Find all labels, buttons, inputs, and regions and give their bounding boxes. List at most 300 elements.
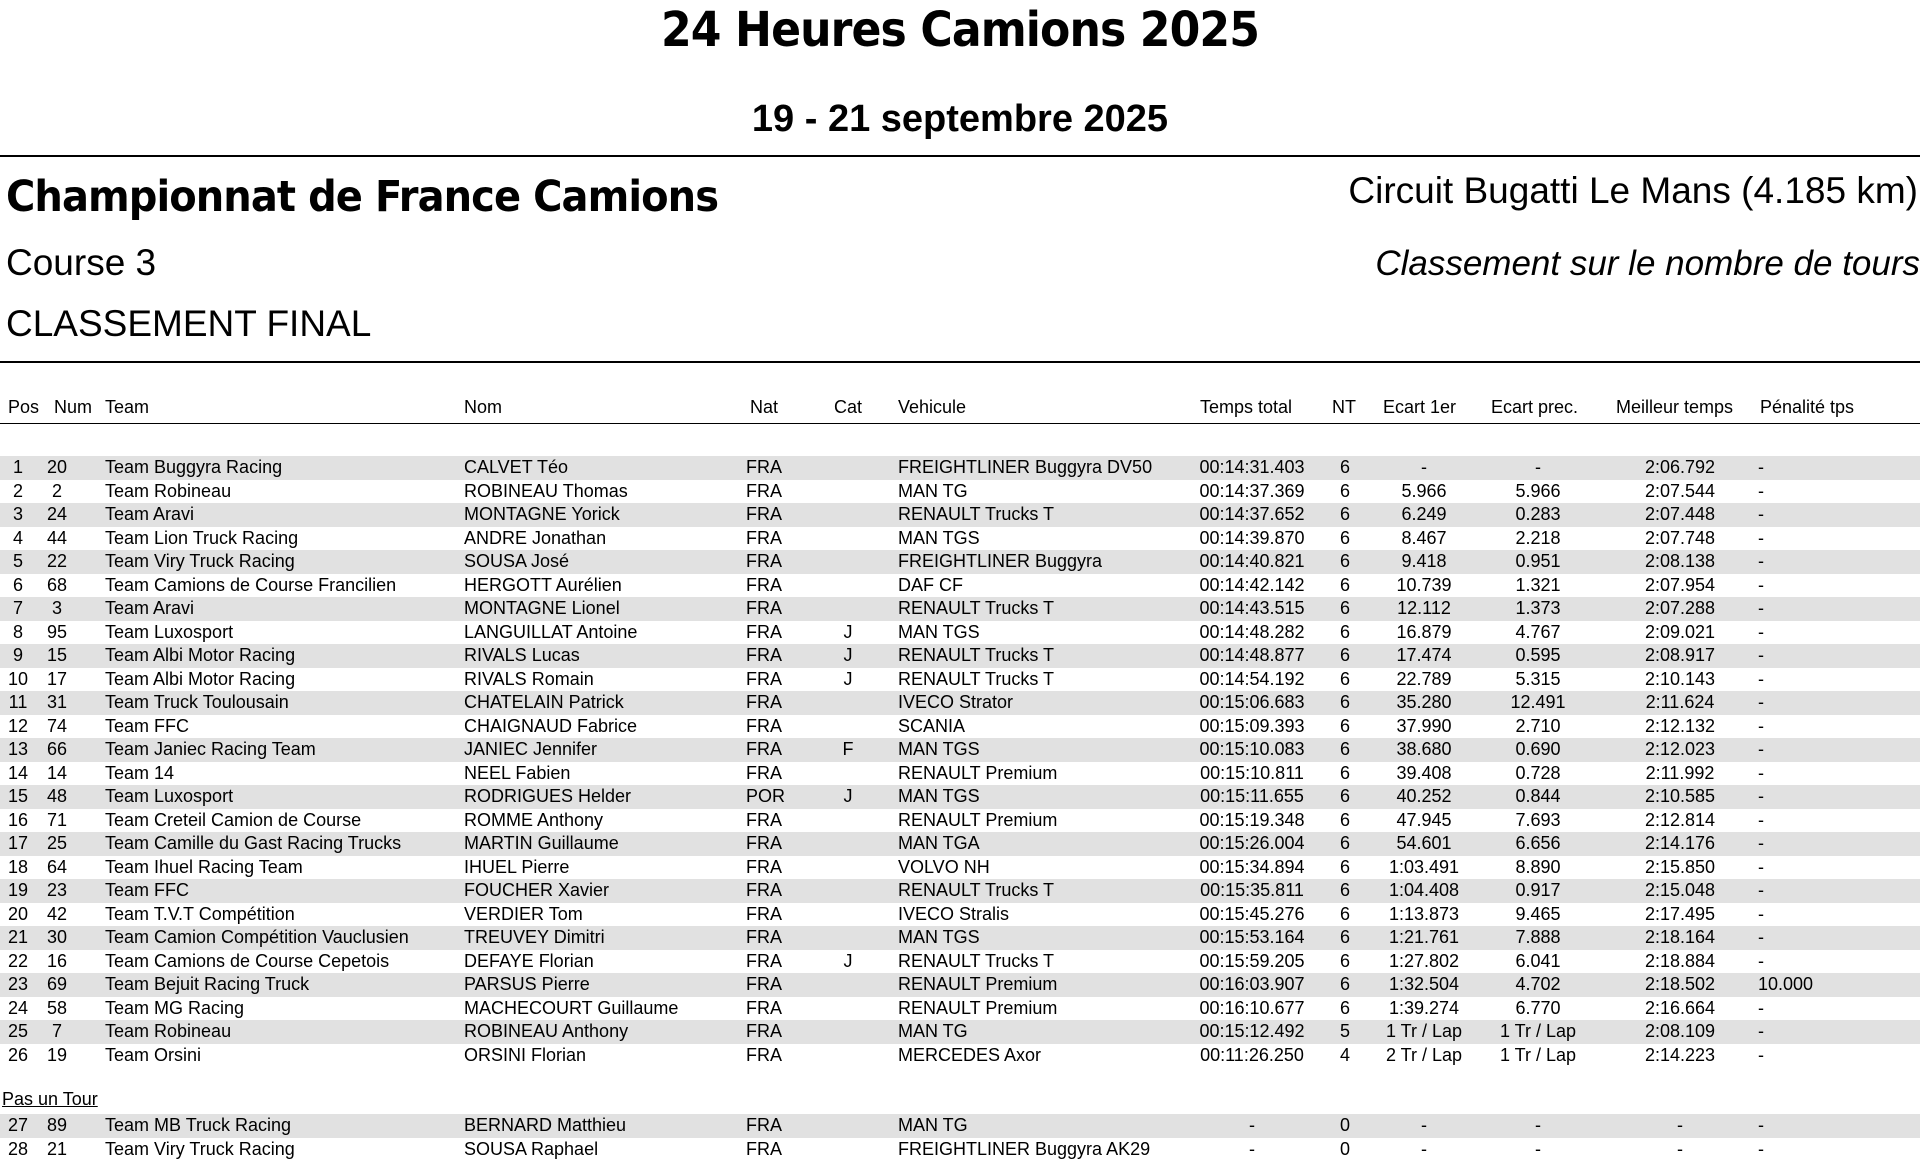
cell-team: Team Janiec Racing Team	[105, 738, 316, 762]
cell-num: 22	[40, 550, 74, 574]
cell-meilleur-temps: 2:11.992	[1600, 762, 1760, 786]
cell-penalite: -	[1758, 762, 1764, 786]
header-temps-total: Temps total	[1200, 397, 1292, 418]
cell-penalite: -	[1758, 879, 1764, 903]
cell-ecart-prec: -	[1488, 1114, 1588, 1138]
table-row	[0, 456, 1920, 480]
cell-pos: 27	[4, 1114, 32, 1138]
table-row	[0, 926, 1920, 950]
cell-ecart-1er: 38.680	[1374, 738, 1474, 762]
cell-team: Team Bejuit Racing Truck	[105, 973, 309, 997]
cell-nom: ANDRE Jonathan	[464, 527, 606, 551]
cell-vehicule: MERCEDES Axor	[898, 1044, 1041, 1068]
cell-vehicule: RENAULT Premium	[898, 809, 1057, 833]
cell-pos: 14	[4, 762, 32, 786]
cell-penalite: -	[1758, 574, 1764, 598]
cell-penalite: -	[1758, 926, 1764, 950]
header-nt: NT	[1332, 397, 1356, 418]
cell-meilleur-temps: 2:17.495	[1600, 903, 1760, 927]
cell-meilleur-temps: 2:08.138	[1600, 550, 1760, 574]
circuit-name: Circuit Bugatti Le Mans (4.185 km)	[1348, 170, 1918, 212]
cell-penalite: -	[1758, 503, 1764, 527]
cell-nt: 6	[1328, 715, 1362, 739]
cell-ecart-1er: -	[1374, 1138, 1474, 1161]
cell-nom: ROBINEAU Anthony	[464, 1020, 628, 1044]
cell-ecart-1er: 1:13.873	[1374, 903, 1474, 927]
cell-temps-total: 00:14:40.821	[1190, 550, 1314, 574]
table-row	[0, 621, 1920, 645]
cell-meilleur-temps: 2:12.814	[1600, 809, 1760, 833]
cell-team: Team Viry Truck Racing	[105, 550, 295, 574]
cell-team: Team FFC	[105, 715, 189, 739]
cell-nom: HERGOTT Aurélien	[464, 574, 622, 598]
cell-nt: 6	[1328, 832, 1362, 856]
cell-ecart-1er: -	[1374, 456, 1474, 480]
cell-nt: 6	[1328, 574, 1362, 598]
cell-temps-total: 00:15:19.348	[1190, 809, 1314, 833]
cell-nt: 6	[1328, 809, 1362, 833]
cell-penalite: -	[1758, 691, 1764, 715]
cell-nt: 6	[1328, 903, 1362, 927]
event-title: 24 Heures Camions 2025	[77, 2, 1843, 58]
cell-penalite: -	[1758, 997, 1764, 1021]
cell-pos: 13	[4, 738, 32, 762]
cell-team: Team Albi Motor Racing	[105, 644, 295, 668]
cell-num: 68	[40, 574, 74, 598]
cell-ecart-prec: 0.283	[1488, 503, 1588, 527]
cell-nt: 6	[1328, 973, 1362, 997]
cell-pos: 10	[4, 668, 32, 692]
cell-vehicule: MAN TG	[898, 1020, 968, 1044]
cell-nat: FRA	[746, 597, 782, 621]
cell-pos: 15	[4, 785, 32, 809]
cell-ecart-1er: 1:03.491	[1374, 856, 1474, 880]
cell-nat: FRA	[746, 856, 782, 880]
table-row	[0, 762, 1920, 786]
table-row	[0, 879, 1920, 903]
cell-nat: FRA	[746, 879, 782, 903]
cell-num: 74	[40, 715, 74, 739]
cell-temps-total: 00:14:37.369	[1190, 480, 1314, 504]
cell-num: 16	[40, 950, 74, 974]
cell-ecart-prec: 1.321	[1488, 574, 1588, 598]
cell-ecart-prec: 1.373	[1488, 597, 1588, 621]
cell-num: 15	[40, 644, 74, 668]
table-row	[0, 738, 1920, 762]
cell-penalite: -	[1758, 550, 1764, 574]
cell-nat: FRA	[746, 574, 782, 598]
table-row	[0, 644, 1920, 668]
cell-num: 24	[40, 503, 74, 527]
cell-ecart-1er: 9.418	[1374, 550, 1474, 574]
cell-team: Team Camion Compétition Vauclusien	[105, 926, 409, 950]
cell-meilleur-temps: 2:12.023	[1600, 738, 1760, 762]
cell-meilleur-temps: 2:15.850	[1600, 856, 1760, 880]
cell-nt: 6	[1328, 738, 1362, 762]
cell-ecart-1er: 40.252	[1374, 785, 1474, 809]
cell-team: Team Camille du Gast Racing Trucks	[105, 832, 401, 856]
cell-nt: 6	[1328, 785, 1362, 809]
cell-nom: RIVALS Romain	[464, 668, 594, 692]
cell-team: Team T.V.T Compétition	[105, 903, 295, 927]
cell-ecart-1er: 1:21.761	[1374, 926, 1474, 950]
cell-nom: CHAIGNAUD Fabrice	[464, 715, 637, 739]
header-pos: Pos	[8, 397, 39, 418]
cell-penalite: -	[1758, 456, 1764, 480]
cell-pos: 24	[4, 997, 32, 1021]
cell-meilleur-temps: 2:14.223	[1600, 1044, 1760, 1068]
cell-temps-total: 00:16:03.907	[1190, 973, 1314, 997]
cell-vehicule: MAN TGS	[898, 621, 980, 645]
cell-penalite: -	[1758, 480, 1764, 504]
results-table	[0, 456, 1920, 1067]
cell-nt: 6	[1328, 997, 1362, 1021]
header-ecart-1er: Ecart 1er	[1383, 397, 1456, 418]
cell-vehicule: RENAULT Premium	[898, 973, 1057, 997]
header-cat: Cat	[834, 397, 862, 418]
cell-team: Team Camions de Course Cepetois	[105, 950, 389, 974]
cell-team: Team Aravi	[105, 503, 194, 527]
cell-nom: MONTAGNE Yorick	[464, 503, 620, 527]
cell-ecart-1er: 12.112	[1374, 597, 1474, 621]
cell-pos: 6	[4, 574, 32, 598]
cell-temps-total: 00:14:31.403	[1190, 456, 1314, 480]
cell-team: Team Buggyra Racing	[105, 456, 282, 480]
table-row	[0, 574, 1920, 598]
cell-ecart-1er: 1:32.504	[1374, 973, 1474, 997]
cell-ecart-prec: 1 Tr / Lap	[1488, 1020, 1588, 1044]
cell-temps-total: 00:14:43.515	[1190, 597, 1314, 621]
classement-type: Classement sur le nombre de tours	[1375, 244, 1920, 284]
cell-meilleur-temps: 2:08.109	[1600, 1020, 1760, 1044]
cell-ecart-1er: 39.408	[1374, 762, 1474, 786]
cell-pos: 18	[4, 856, 32, 880]
cell-cat: J	[836, 785, 860, 809]
table-row	[0, 997, 1920, 1021]
cell-nom: VERDIER Tom	[464, 903, 583, 927]
cell-nt: 6	[1328, 480, 1362, 504]
cell-nat: FRA	[746, 1114, 782, 1138]
event-dates: 19 - 21 septembre 2025	[0, 98, 1920, 141]
cell-ecart-1er: 35.280	[1374, 691, 1474, 715]
table-row	[0, 597, 1920, 621]
cell-ecart-prec: 0.690	[1488, 738, 1588, 762]
cell-num: 7	[40, 1020, 74, 1044]
cell-temps-total: 00:15:06.683	[1190, 691, 1314, 715]
cell-vehicule: RENAULT Premium	[898, 762, 1057, 786]
final-label: CLASSEMENT FINAL	[6, 303, 371, 345]
cell-meilleur-temps: 2:07.544	[1600, 480, 1760, 504]
cell-num: 14	[40, 762, 74, 786]
cell-nat: FRA	[746, 973, 782, 997]
cell-cat: J	[836, 950, 860, 974]
cell-penalite: -	[1758, 527, 1764, 551]
cell-nom: SOUSA José	[464, 550, 569, 574]
cell-nat: FRA	[746, 503, 782, 527]
header-ecart-prec: Ecart prec.	[1491, 397, 1578, 418]
cell-team: Team Luxosport	[105, 785, 233, 809]
cell-vehicule: MAN TGS	[898, 926, 980, 950]
cell-penalite: -	[1758, 785, 1764, 809]
cell-pos: 1	[4, 456, 32, 480]
cell-nat: FRA	[746, 621, 782, 645]
table-row	[0, 1044, 1920, 1068]
cell-team: Team Luxosport	[105, 621, 233, 645]
course-label: Course 3	[6, 242, 156, 284]
cell-temps-total: 00:14:48.877	[1190, 644, 1314, 668]
cell-penalite: -	[1758, 809, 1764, 833]
cell-nt: 0	[1328, 1138, 1362, 1161]
table-row	[0, 1138, 1920, 1161]
cell-nom: JANIEC Jennifer	[464, 738, 597, 762]
cell-temps-total: 00:15:12.492	[1190, 1020, 1314, 1044]
cell-nt: 6	[1328, 879, 1362, 903]
cell-ecart-prec: 4.767	[1488, 621, 1588, 645]
cell-num: 66	[40, 738, 74, 762]
cell-num: 89	[40, 1114, 74, 1138]
cell-temps-total: 00:15:11.655	[1190, 785, 1314, 809]
cell-ecart-1er: 54.601	[1374, 832, 1474, 856]
cell-meilleur-temps: 2:15.048	[1600, 879, 1760, 903]
cell-temps-total: 00:15:26.004	[1190, 832, 1314, 856]
cell-pos: 22	[4, 950, 32, 974]
cell-team: Team Robineau	[105, 1020, 231, 1044]
cell-ecart-1er: 6.249	[1374, 503, 1474, 527]
cell-penalite: -	[1758, 1138, 1764, 1161]
cell-num: 71	[40, 809, 74, 833]
cell-meilleur-temps: 2:07.288	[1600, 597, 1760, 621]
cell-temps-total: 00:15:34.894	[1190, 856, 1314, 880]
cell-ecart-prec: 1 Tr / Lap	[1488, 1044, 1588, 1068]
cell-ecart-1er: 1 Tr / Lap	[1374, 1020, 1474, 1044]
top-divider	[0, 155, 1920, 157]
cell-penalite: -	[1758, 856, 1764, 880]
cell-temps-total: 00:14:37.652	[1190, 503, 1314, 527]
championship-title: Championnat de France Camions	[6, 172, 718, 222]
cell-pos: 9	[4, 644, 32, 668]
header-penalite: Pénalité tps	[1760, 397, 1854, 418]
cell-nat: FRA	[746, 480, 782, 504]
cell-team: Team Robineau	[105, 480, 231, 504]
header-num: Num	[54, 397, 92, 418]
cell-nat: FRA	[746, 762, 782, 786]
cell-nt: 6	[1328, 527, 1362, 551]
cell-nat: FRA	[746, 715, 782, 739]
cell-penalite: -	[1758, 903, 1764, 927]
cell-nt: 0	[1328, 1114, 1362, 1138]
cell-nom: MARTIN Guillaume	[464, 832, 619, 856]
cell-pos: 11	[4, 691, 32, 715]
cell-num: 19	[40, 1044, 74, 1068]
cell-cat: J	[836, 621, 860, 645]
cell-ecart-1er: 22.789	[1374, 668, 1474, 692]
table-row	[0, 950, 1920, 974]
cell-meilleur-temps: 2:11.624	[1600, 691, 1760, 715]
header-nom: Nom	[464, 397, 502, 418]
cell-ecart-prec: 0.917	[1488, 879, 1588, 903]
cell-nat: FRA	[746, 903, 782, 927]
cell-ecart-1er: 16.879	[1374, 621, 1474, 645]
cell-team: Team Camions de Course Francilien	[105, 574, 396, 598]
cell-nt: 6	[1328, 550, 1362, 574]
cell-meilleur-temps: 2:07.954	[1600, 574, 1760, 598]
cell-nom: BERNARD Matthieu	[464, 1114, 626, 1138]
cell-num: 3	[40, 597, 74, 621]
cell-nt: 6	[1328, 503, 1362, 527]
cell-nom: ORSINI Florian	[464, 1044, 586, 1068]
cell-temps-total: -	[1190, 1114, 1314, 1138]
cell-team: Team 14	[105, 762, 174, 786]
cell-team: Team MG Racing	[105, 997, 244, 1021]
cell-meilleur-temps: 2:10.143	[1600, 668, 1760, 692]
table-row	[0, 809, 1920, 833]
cell-pos: 5	[4, 550, 32, 574]
cell-nom: TREUVEY Dimitri	[464, 926, 605, 950]
cell-nt: 6	[1328, 856, 1362, 880]
cell-team: Team Lion Truck Racing	[105, 527, 298, 551]
cell-vehicule: MAN TGA	[898, 832, 980, 856]
cell-nat: POR	[746, 785, 785, 809]
cell-nom: FOUCHER Xavier	[464, 879, 609, 903]
header-nat: Nat	[750, 397, 778, 418]
cell-temps-total: 00:15:45.276	[1190, 903, 1314, 927]
table-row	[0, 973, 1920, 997]
table-row	[0, 832, 1920, 856]
table-row	[0, 550, 1920, 574]
cell-nat: FRA	[746, 1020, 782, 1044]
cell-penalite: -	[1758, 621, 1764, 645]
cell-nt: 6	[1328, 950, 1362, 974]
cell-num: 20	[40, 456, 74, 480]
cell-nt: 4	[1328, 1044, 1362, 1068]
cell-pos: 2	[4, 480, 32, 504]
cell-ecart-prec: -	[1488, 1138, 1588, 1161]
cell-nom: ROMME Anthony	[464, 809, 603, 833]
cell-pos: 25	[4, 1020, 32, 1044]
cell-vehicule: MAN TG	[898, 1114, 968, 1138]
cell-nom: RIVALS Lucas	[464, 644, 580, 668]
cell-nt: 6	[1328, 644, 1362, 668]
cell-meilleur-temps: 2:09.021	[1600, 621, 1760, 645]
cell-cat: J	[836, 668, 860, 692]
cell-nat: FRA	[746, 1044, 782, 1068]
cell-nat: FRA	[746, 527, 782, 551]
cell-meilleur-temps: -	[1600, 1138, 1760, 1161]
cell-penalite: -	[1758, 1044, 1764, 1068]
cell-num: 42	[40, 903, 74, 927]
cell-cat: F	[836, 738, 860, 762]
cell-nat: FRA	[746, 832, 782, 856]
cell-num: 95	[40, 621, 74, 645]
cell-nt: 6	[1328, 668, 1362, 692]
cell-vehicule: MAN TGS	[898, 738, 980, 762]
cell-temps-total: 00:14:42.142	[1190, 574, 1314, 598]
cell-nat: FRA	[746, 668, 782, 692]
cell-num: 23	[40, 879, 74, 903]
cell-vehicule: MAN TGS	[898, 785, 980, 809]
cell-vehicule: FREIGHTLINER Buggyra AK29	[898, 1138, 1150, 1161]
cell-nat: FRA	[746, 1138, 782, 1161]
cell-num: 21	[40, 1138, 74, 1161]
cell-penalite: -	[1758, 597, 1764, 621]
cell-team: Team Truck Toulousain	[105, 691, 289, 715]
cell-nom: NEEL Fabien	[464, 762, 570, 786]
cell-num: 25	[40, 832, 74, 856]
table-row	[0, 903, 1920, 927]
cell-team: Team Creteil Camion de Course	[105, 809, 361, 833]
cell-ecart-1er: 8.467	[1374, 527, 1474, 551]
cell-vehicule: FREIGHTLINER Buggyra	[898, 550, 1102, 574]
cell-pos: 7	[4, 597, 32, 621]
cell-ecart-prec: 7.888	[1488, 926, 1588, 950]
cell-temps-total: 00:15:35.811	[1190, 879, 1314, 903]
cell-penalite: -	[1758, 738, 1764, 762]
cell-penalite: -	[1758, 668, 1764, 692]
cell-nom: MACHECOURT Guillaume	[464, 997, 678, 1021]
cell-vehicule: MAN TGS	[898, 527, 980, 551]
cell-vehicule: RENAULT Premium	[898, 997, 1057, 1021]
table-row	[0, 856, 1920, 880]
cell-ecart-prec: 12.491	[1488, 691, 1588, 715]
cell-ecart-1er: 1:27.802	[1374, 950, 1474, 974]
cell-pos: 8	[4, 621, 32, 645]
cell-ecart-prec: 9.465	[1488, 903, 1588, 927]
cell-pos: 26	[4, 1044, 32, 1068]
cell-cat: J	[836, 644, 860, 668]
cell-penalite: -	[1758, 644, 1764, 668]
cell-nat: FRA	[746, 997, 782, 1021]
cell-meilleur-temps: 2:06.792	[1600, 456, 1760, 480]
cell-ecart-prec: 8.890	[1488, 856, 1588, 880]
cell-ecart-prec: 2.710	[1488, 715, 1588, 739]
cell-vehicule: IVECO Strator	[898, 691, 1013, 715]
cell-temps-total: 00:15:53.164	[1190, 926, 1314, 950]
cell-nom: DEFAYE Florian	[464, 950, 594, 974]
cell-pos: 19	[4, 879, 32, 903]
cell-ecart-prec: 5.315	[1488, 668, 1588, 692]
cell-temps-total: 00:14:48.282	[1190, 621, 1314, 645]
cell-nom: IHUEL Pierre	[464, 856, 569, 880]
cell-vehicule: SCANIA	[898, 715, 965, 739]
cell-penalite: -	[1758, 715, 1764, 739]
cell-team: Team MB Truck Racing	[105, 1114, 291, 1138]
cell-nat: FRA	[746, 738, 782, 762]
column-header-divider	[0, 423, 1920, 424]
cell-team: Team Albi Motor Racing	[105, 668, 295, 692]
table-row	[0, 715, 1920, 739]
cell-meilleur-temps: 2:16.664	[1600, 997, 1760, 1021]
cell-num: 30	[40, 926, 74, 950]
cell-num: 31	[40, 691, 74, 715]
cell-ecart-1er: 2 Tr / Lap	[1374, 1044, 1474, 1068]
cell-nom: ROBINEAU Thomas	[464, 480, 628, 504]
cell-nt: 6	[1328, 597, 1362, 621]
cell-meilleur-temps: 2:07.448	[1600, 503, 1760, 527]
cell-ecart-prec: 6.656	[1488, 832, 1588, 856]
cell-nom: LANGUILLAT Antoine	[464, 621, 637, 645]
cell-ecart-prec: 0.951	[1488, 550, 1588, 574]
cell-num: 44	[40, 527, 74, 551]
cell-num: 69	[40, 973, 74, 997]
table-row	[0, 691, 1920, 715]
cell-team: Team Orsini	[105, 1044, 201, 1068]
cell-temps-total: -	[1190, 1138, 1314, 1161]
cell-nat: FRA	[746, 550, 782, 574]
table-row	[0, 1020, 1920, 1044]
cell-temps-total: 00:15:59.205	[1190, 950, 1314, 974]
cell-num: 64	[40, 856, 74, 880]
cell-ecart-1er: 1:04.408	[1374, 879, 1474, 903]
